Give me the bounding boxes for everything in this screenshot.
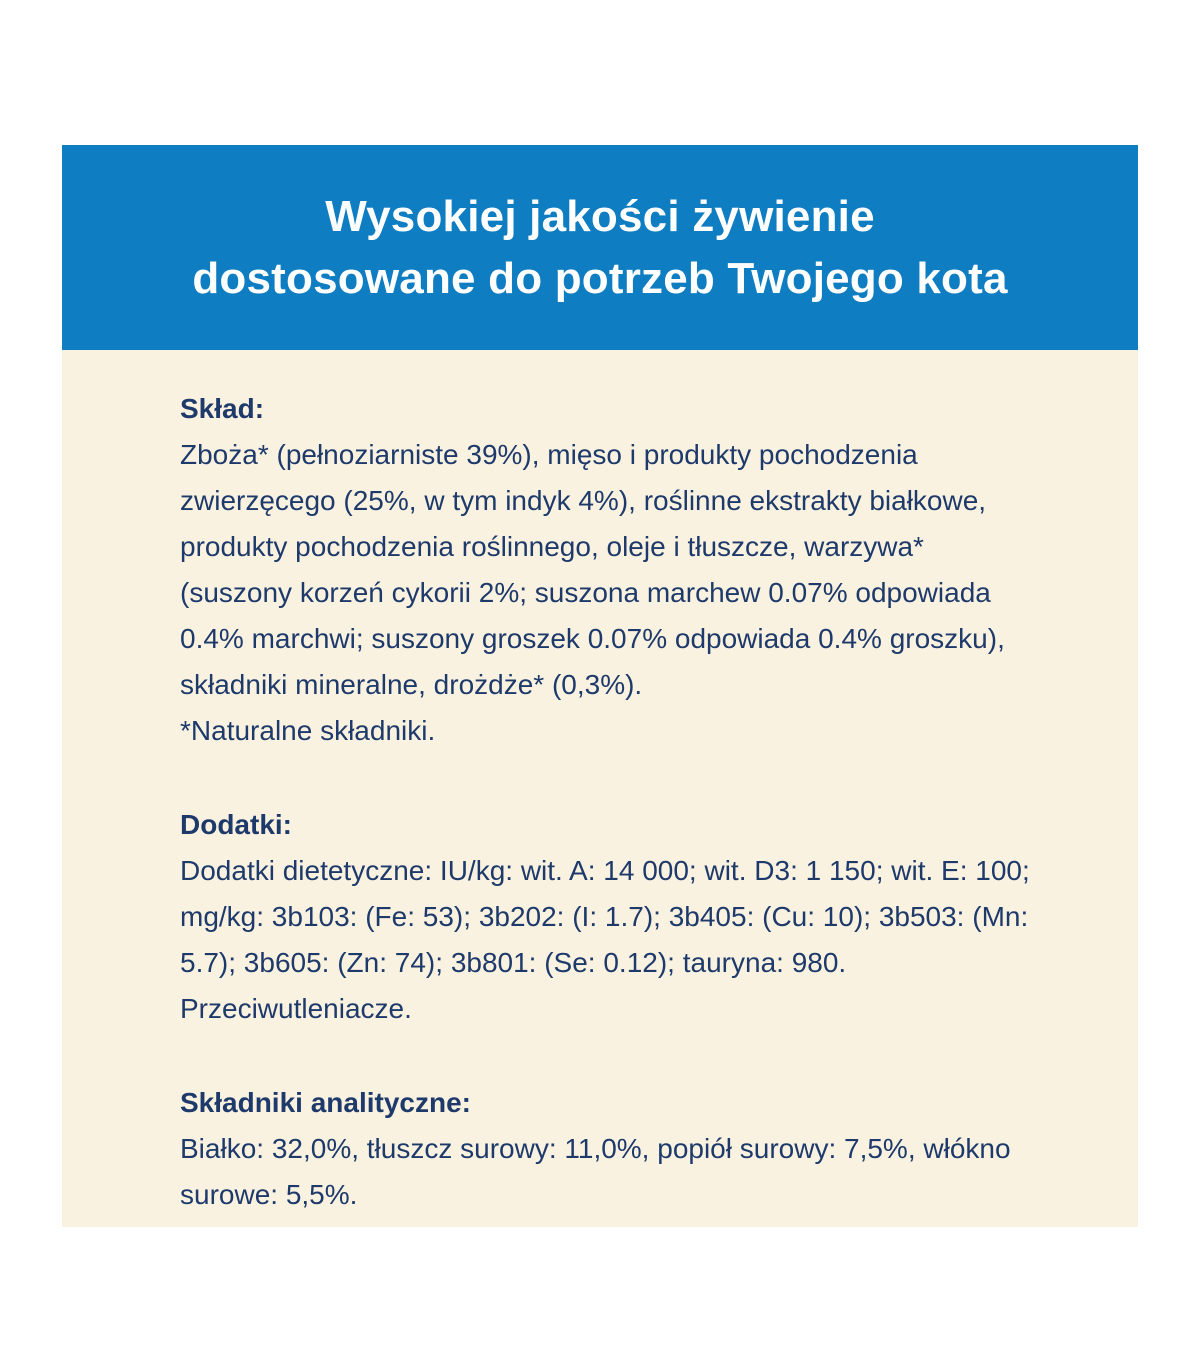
section-analytical [180,1080,1038,1218]
composition-note: *Naturalne składniki. [180,715,436,746]
banner-title [192,186,1007,310]
section-composition [180,386,1038,754]
composition-heading: Skład: [180,393,265,424]
banner-title-line-2: dostosowane do potrzeb Twojego kota [192,253,1008,303]
analytical-body: Białko: 32,0%, tłuszcz surowy: 11,0%, popiół surowy: 7,5%, włókno surowe: 5,5%. [180,1133,1011,1210]
composition-body: Zboża* (pełnoziarniste 39%), mięso i produkty pochodzenia zwierzęcego (25%, w tym indyk 4%), roślinne ekstrakty białkowe, produkty pochodzenia roślinnego, oleje i tłuszcze, warzywa* (suszony korzeń cykorii 2%; suszona marchew 0.07% odpowiada 0.4% marchwi; suszony groszek 0.07% odpowiada 0.4% groszku), składniki mineralne, drożdże* (0,3%). [180,439,1005,700]
banner [62,145,1138,350]
banner-title-line-1: Wysokiej jakości żywienie [325,191,875,241]
nutrition-panel [62,350,1138,1227]
additives-heading: Dodatki: [180,809,292,840]
product-info-card [62,145,1138,1227]
additives-body: Dodatki dietetyczne: IU/kg: wit. A: 14 000; wit. D3: 1 150; wit. E: 100; mg/kg: 3b103: (Fe: 53); 3b202: (I: 1.7); 3b405: (Cu: 10); 3b503: (Mn: 5.7); 3b605: (Zn: 74); 3b801: (Se: 0.12); tauryna: 980. Przeciwutleniacze. [180,855,1030,1024]
analytical-heading: Składniki analityczne: [180,1087,471,1118]
section-additives [180,802,1038,1032]
